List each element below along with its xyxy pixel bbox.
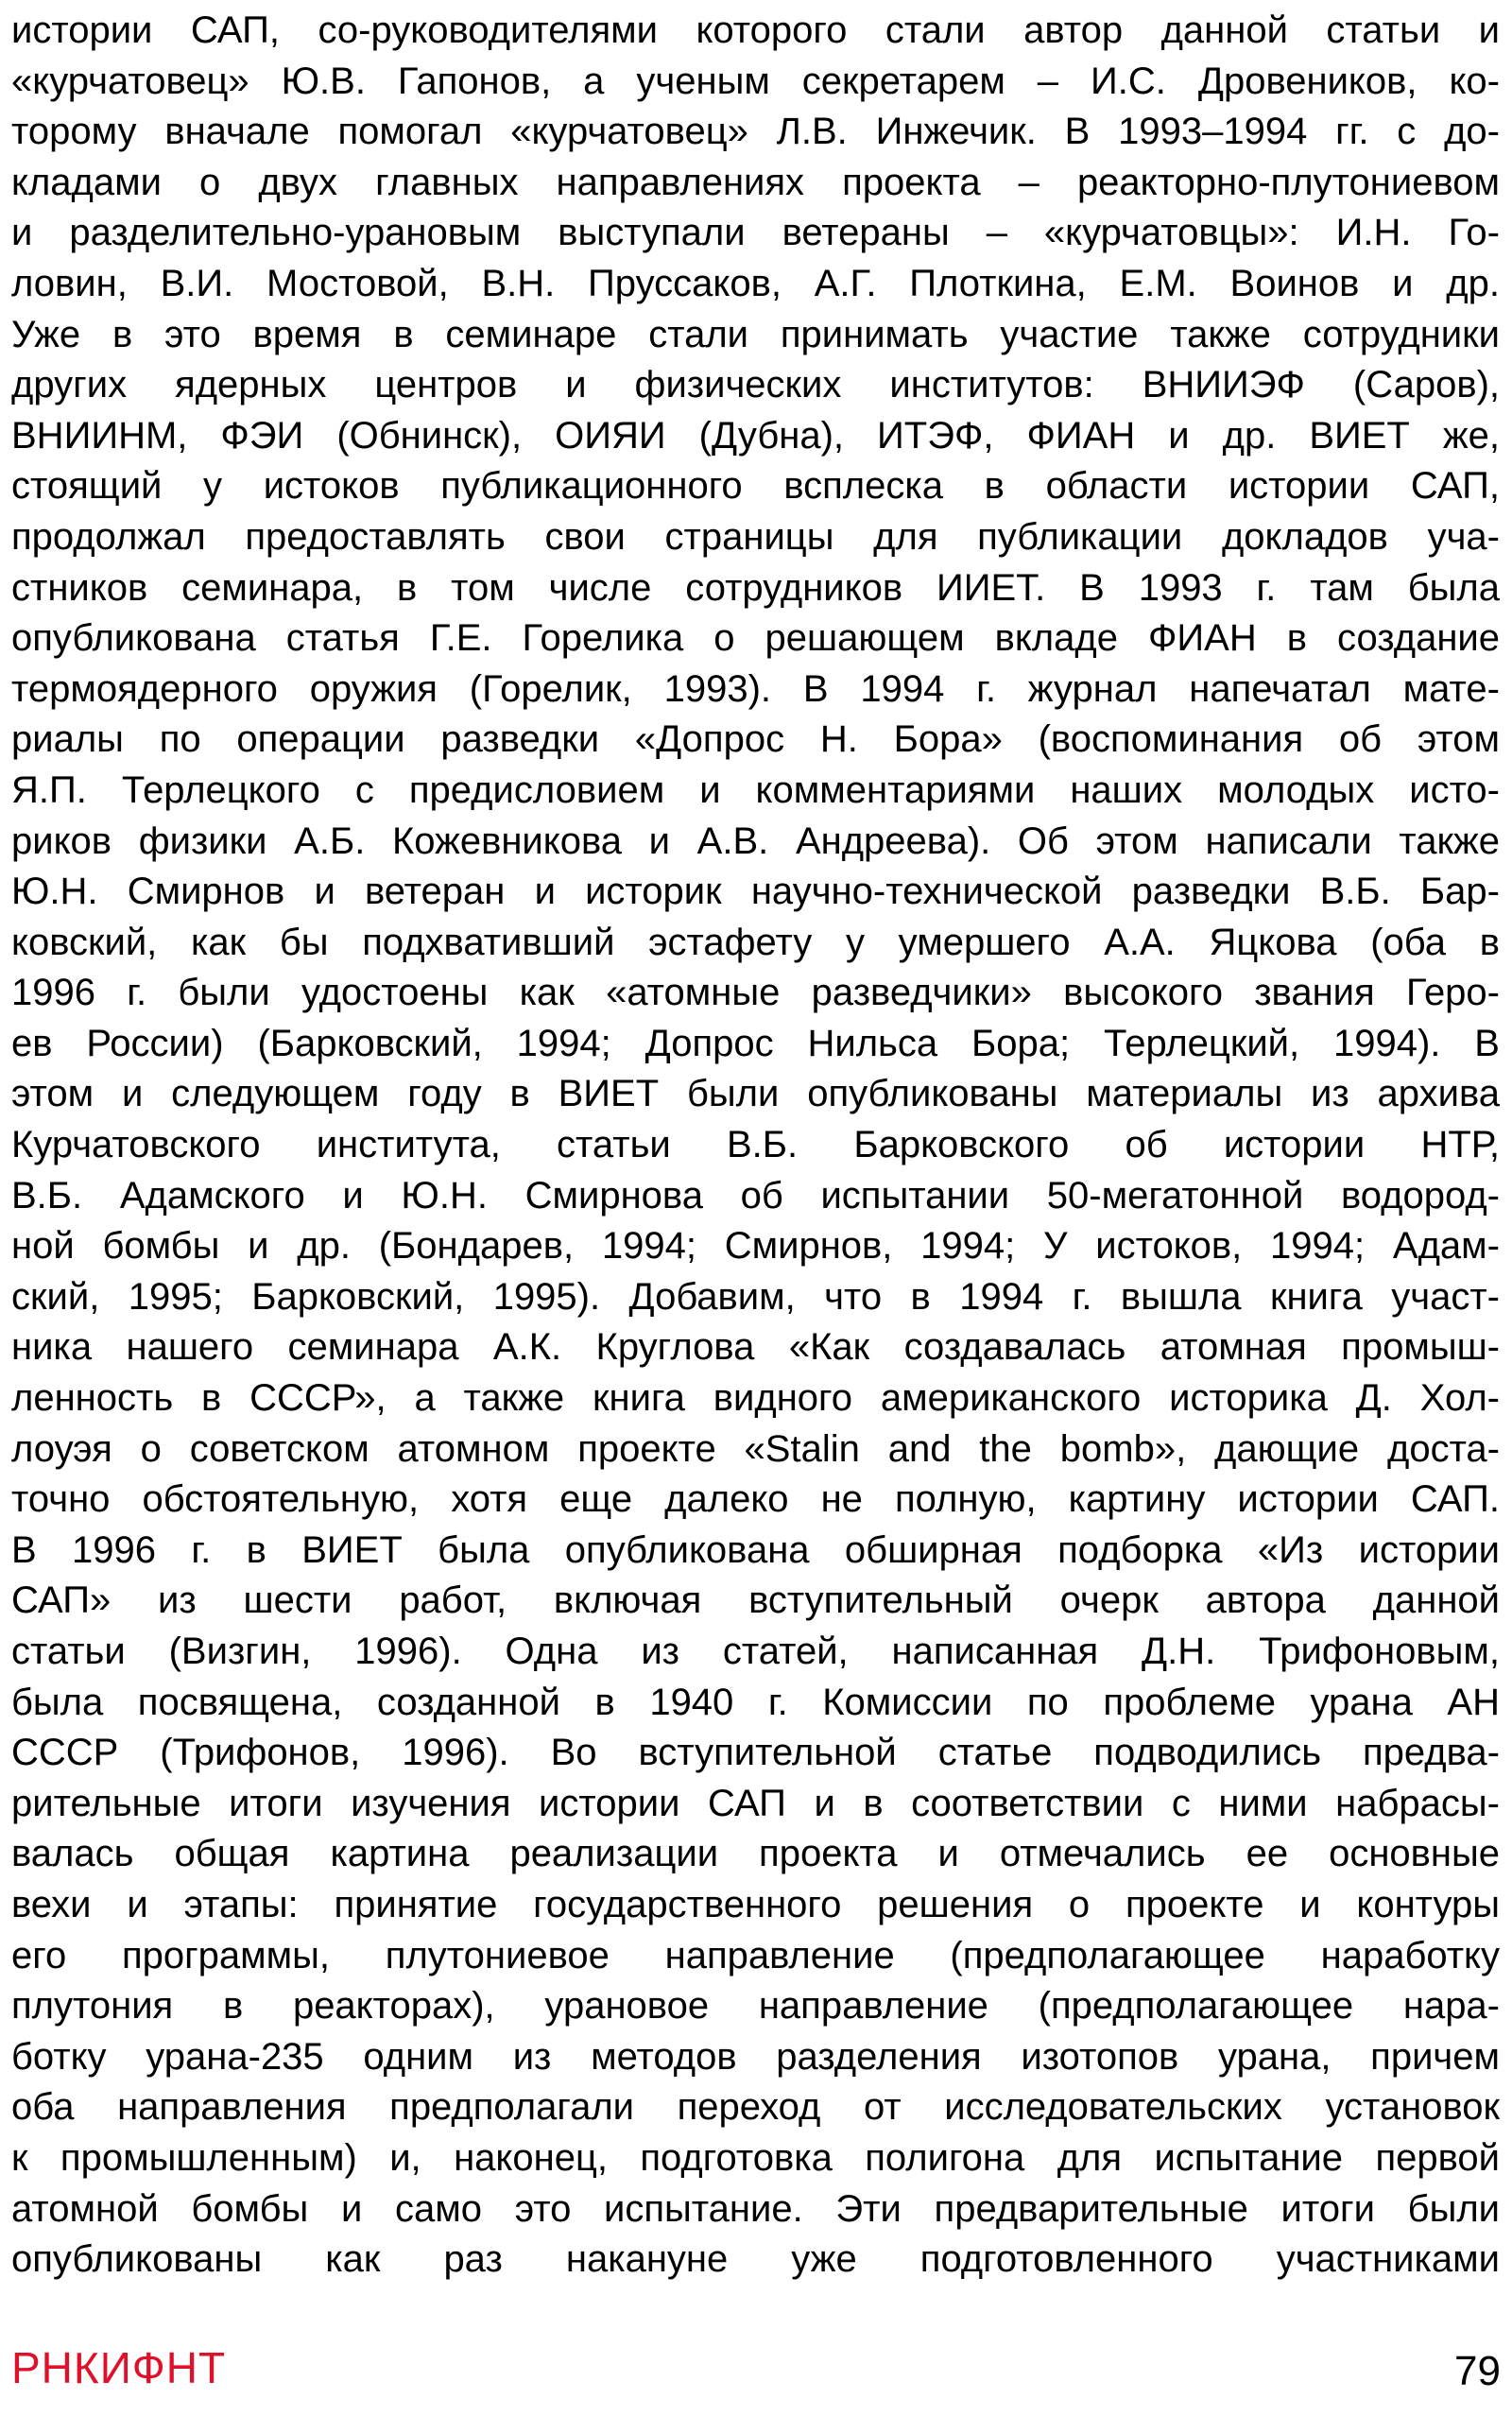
text-line: В.Б. Адамского и Ю.Н. Смирнова об испытании 50-мегатонной водород- [11,1174,1500,1217]
footer-logo: РНКИФНТ [11,2343,227,2392]
text-line: и разделительно-урановым выступали ветераны – «курчатовцы»: И.Н. Го- [11,212,1500,254]
page-number: 79 [1454,2348,1501,2394]
text-line: стников семинара, в том числе сотрудников ИИЕТ. В 1993 г. там была [11,566,1500,609]
body-paragraph [11,6,1500,2286]
text-line: термоядерного оружия (Горелик, 1993). В 1994 г. журнал напечатал мате- [11,667,1500,710]
text-line: ев России) (Барковский, 1994; Допрос Нильса Бора; Терлецкий, 1994). В [11,1022,1500,1064]
text-line: его программы, плутониевое направление (предполагающее наработку [11,1934,1500,1976]
text-line: САП» из шести работ, включая вступительный очерк автора данной [11,1579,1500,1622]
text-line: атомной бомбы и само это испытание. Эти предварительные итоги были [11,2187,1500,2230]
text-line: опубликованы как раз накануне уже подготовленного участниками [11,2238,1500,2281]
text-line: продолжал предоставлять свои страницы для публикации докладов уча- [11,515,1500,558]
text-line: кладами о двух главных направлениях проекта – реакторно-плутониевом [11,161,1500,203]
text-line: ловин, В.И. Мостовой, В.Н. Пруссаков, А.Г. Плоткина, Е.М. Воинов и др. [11,262,1500,304]
text-line: статьи (Визгин, 1996). Одна из статей, написанная Д.Н. Трифоновым, [11,1631,1500,1672]
text-line: плутония в реакторах), урановое направление (предполагающее нара- [11,1985,1500,2028]
text-line: валась общая картина реализации проекта и отмечались ее основные [11,1833,1500,1875]
text-line: к промышленным) и, наконец, подготовка полигона для испытание первой [11,2136,1500,2179]
text-line: ский, 1995; Барковский, 1995). Добавим, что в 1994 г. вышла книга участ- [11,1275,1500,1318]
text-line: Я.П. Терлецкого с предисловием и комментариями наших молодых исто- [11,768,1500,811]
text-line: ленность в СССР», а также книга видного американского историка Д. Хол- [11,1377,1500,1420]
text-line: лоуэя о советском атомном проекте «Stalin and the bomb», дающие доста- [11,1427,1500,1470]
text-line: риков физики А.Б. Кожевникова и А.В. Андреева). Об этом написали также [11,820,1500,862]
text-line: других ядерных центров и физических институтов: ВНИИЭФ (Саров), [11,364,1500,406]
text-line: торому вначале помогал «курчатовец» Л.В. Инжечик. В 1993–1994 гг. с до- [11,111,1500,153]
text-line: В 1996 г. в ВИЕТ была опубликована обширная подборка «Из истории [11,1528,1500,1571]
text-line: ботку урана-235 одним из методов разделения изотопов урана, причем [11,2035,1500,2078]
text-line: вехи и этапы: принятие государственного решения о проекте и контуры [11,1883,1500,1925]
text-line: Уже в это время в семинаре стали принимать участие также сотрудники [11,313,1500,355]
text-line: СССР (Трифонов, 1996). Во вступительной статье подводились предва- [11,1732,1500,1774]
text-line: этом и следующем году в ВИЕТ были опубликованы материалы из архива [11,1073,1500,1115]
text-line: Ю.Н. Смирнов и ветеран и историк научно-технической разведки В.Б. Бар- [11,871,1500,913]
text-line: 1996 г. были удостоены как «атомные разведчики» высокого звания Геро- [11,972,1500,1014]
text-line: Курчатовского института, статьи В.Б. Барковского об истории НТР, [11,1124,1500,1166]
text-line: истории САП, со-руководителями которого стали автор данной статьи и [11,9,1500,51]
text-line: рительные итоги изучения истории САП и в соответствии с ними набрасы- [11,1782,1500,1824]
text-line: риалы по операции разведки «Допрос Н. Бора» (воспоминания об этом [11,718,1500,761]
text-line: оба направления предполагали переход от исследовательских установок [11,2086,1500,2129]
text-line: ной бомбы и др. (Бондарев, 1994; Смирнов, 1994; У истоков, 1994; Адам- [11,1225,1500,1268]
text-line: точно обстоятельную, хотя еще далеко не полную, картину истории САП. [11,1478,1500,1521]
text-line: ковский, как бы подхвативший эстафету у умершего А.А. Яцкова (оба в [11,921,1500,963]
text-line: «курчатовец» Ю.В. Гапонов, а ученым секретарем – И.С. Дровеников, ко- [11,60,1500,102]
text-line: ВНИИНМ, ФЭИ (Обнинск), ОИЯИ (Дубна), ИТЭФ, ФИАН и др. ВИЕТ же, [11,414,1500,457]
text-line: ника нашего семинара А.К. Круглова «Как создавалась атомная промыш- [11,1326,1500,1369]
text-line: стоящий у истоков публикационного всплеска в области истории САП, [11,465,1500,508]
text-line: опубликована статья Г.Е. Горелика о решающем вкладе ФИАН в создание [11,617,1500,660]
text-line: была посвящена, созданной в 1940 г. Комиссии по проблеме урана АН [11,1681,1500,1723]
